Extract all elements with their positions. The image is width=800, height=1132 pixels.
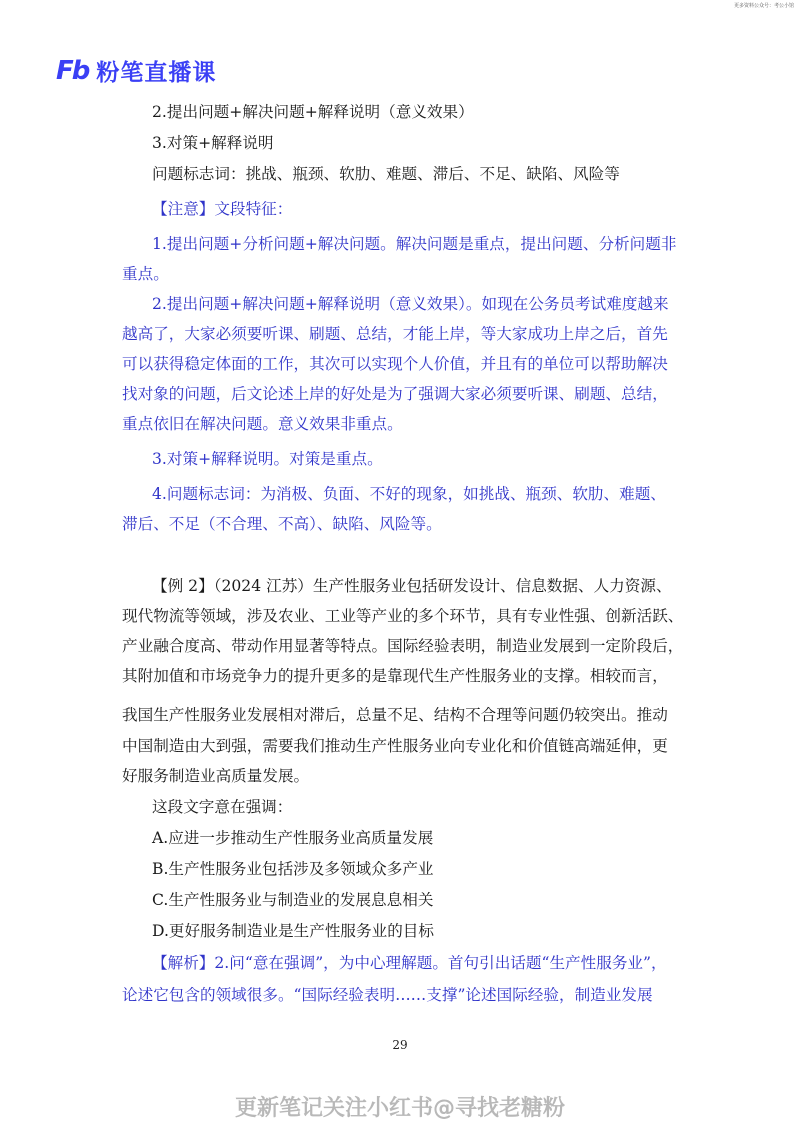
note-line: 可以获得稳定体面的工作，其次可以实现个人价值，并且有的单位可以帮助解决	[122, 355, 668, 373]
note-line: 找对象的问题，后文论述上岸的好处是为了强调大家必须要听课、刷题、总结，	[122, 385, 668, 403]
note-line: 重点。	[122, 265, 169, 283]
note-line: 3.对策+解释说明。对策是重点。	[152, 450, 383, 468]
example-line: 我国生产性服务业发展相对滞后，总量不足、结构不合理等问题仍较突出。推动	[122, 706, 668, 724]
option-d: D.更好服务制造业是生产性服务业的目标	[152, 922, 434, 940]
note-line: 2.提出问题+解决问题+解释说明（意义效果）。如现在公务员考试难度越来	[152, 295, 669, 313]
analysis-line: 【解析】2.问“意在强调”，为中心理解题。首句引出话题“生产性服务业”，	[152, 954, 667, 972]
brand-logo	[56, 54, 216, 87]
logo-icon: Fb	[56, 55, 89, 86]
page-number: 29	[392, 1038, 408, 1052]
logo-text: 粉笔直播课	[96, 60, 217, 86]
example-line: 【例 2】（2024 江苏）生产性服务业包括研发设计、信息数据、人力资源、	[152, 577, 672, 595]
watermark-text: 更新笔记关注小红书@寻找老糖粉	[234, 1096, 565, 1121]
example-line: 其附加值和市场竞争力的提升更多的是靠现代生产性服务业的支撑。相较而言，	[122, 667, 668, 685]
option-b: B.生产性服务业包括涉及多领域众多产业	[152, 860, 434, 878]
note-line: 1.提出问题+分析问题+解决问题。解决问题是重点，提出问题、分析问题非	[152, 235, 677, 253]
option-c: C.生产性服务业与制造业的发展息息相关	[152, 891, 434, 909]
example-line: 现代物流等领域，涉及农业、工业等产业的多个环节，具有专业性强、创新活跃、	[122, 607, 684, 625]
note-line: 越高了，大家必须要听课、刷题、总结，才能上岸，等大家成功上岸之后，首先	[122, 325, 668, 343]
example-line: 产业融合度高、带动作用显著等特点。国际经验表明，制造业发展到一定阶段后，	[122, 637, 684, 655]
note-heading: 【注意】文段特征：	[152, 200, 293, 218]
note-line: 滞后、不足（不合理、不高）、缺陷、风险等。	[122, 515, 442, 533]
body-line: 问题标志词：挑战、瓶颈、软肋、难题、滞后、不足、缺陷、风险等	[152, 165, 620, 183]
body-line: 2.提出问题+解决问题+解释说明（意义效果）	[152, 103, 474, 121]
note-line: 重点依旧在解决问题。意义效果非重点。	[122, 415, 403, 433]
corner-note: 更多资料公众号：考公小馆	[733, 3, 794, 9]
body-line: 3.对策+解释说明	[152, 134, 274, 152]
example-line: 中国制造由大到强，需要我们推动生产性服务业向专业化和价值链高端延伸，更	[122, 737, 668, 755]
example-line: 好服务制造业高质量发展。	[122, 767, 310, 785]
question-stem: 这段文字意在强调：	[152, 798, 293, 816]
analysis-line: 论述它包含的领域很多。“国际经验表明……支撑”论述国际经验，制造业发展	[122, 986, 653, 1004]
option-a: A.应进一步推动生产性服务业高质量发展	[152, 829, 434, 847]
note-line: 4.问题标志词：为消极、负面、不好的现象，如挑战、瓶颈、软肋、难题、	[152, 485, 666, 503]
